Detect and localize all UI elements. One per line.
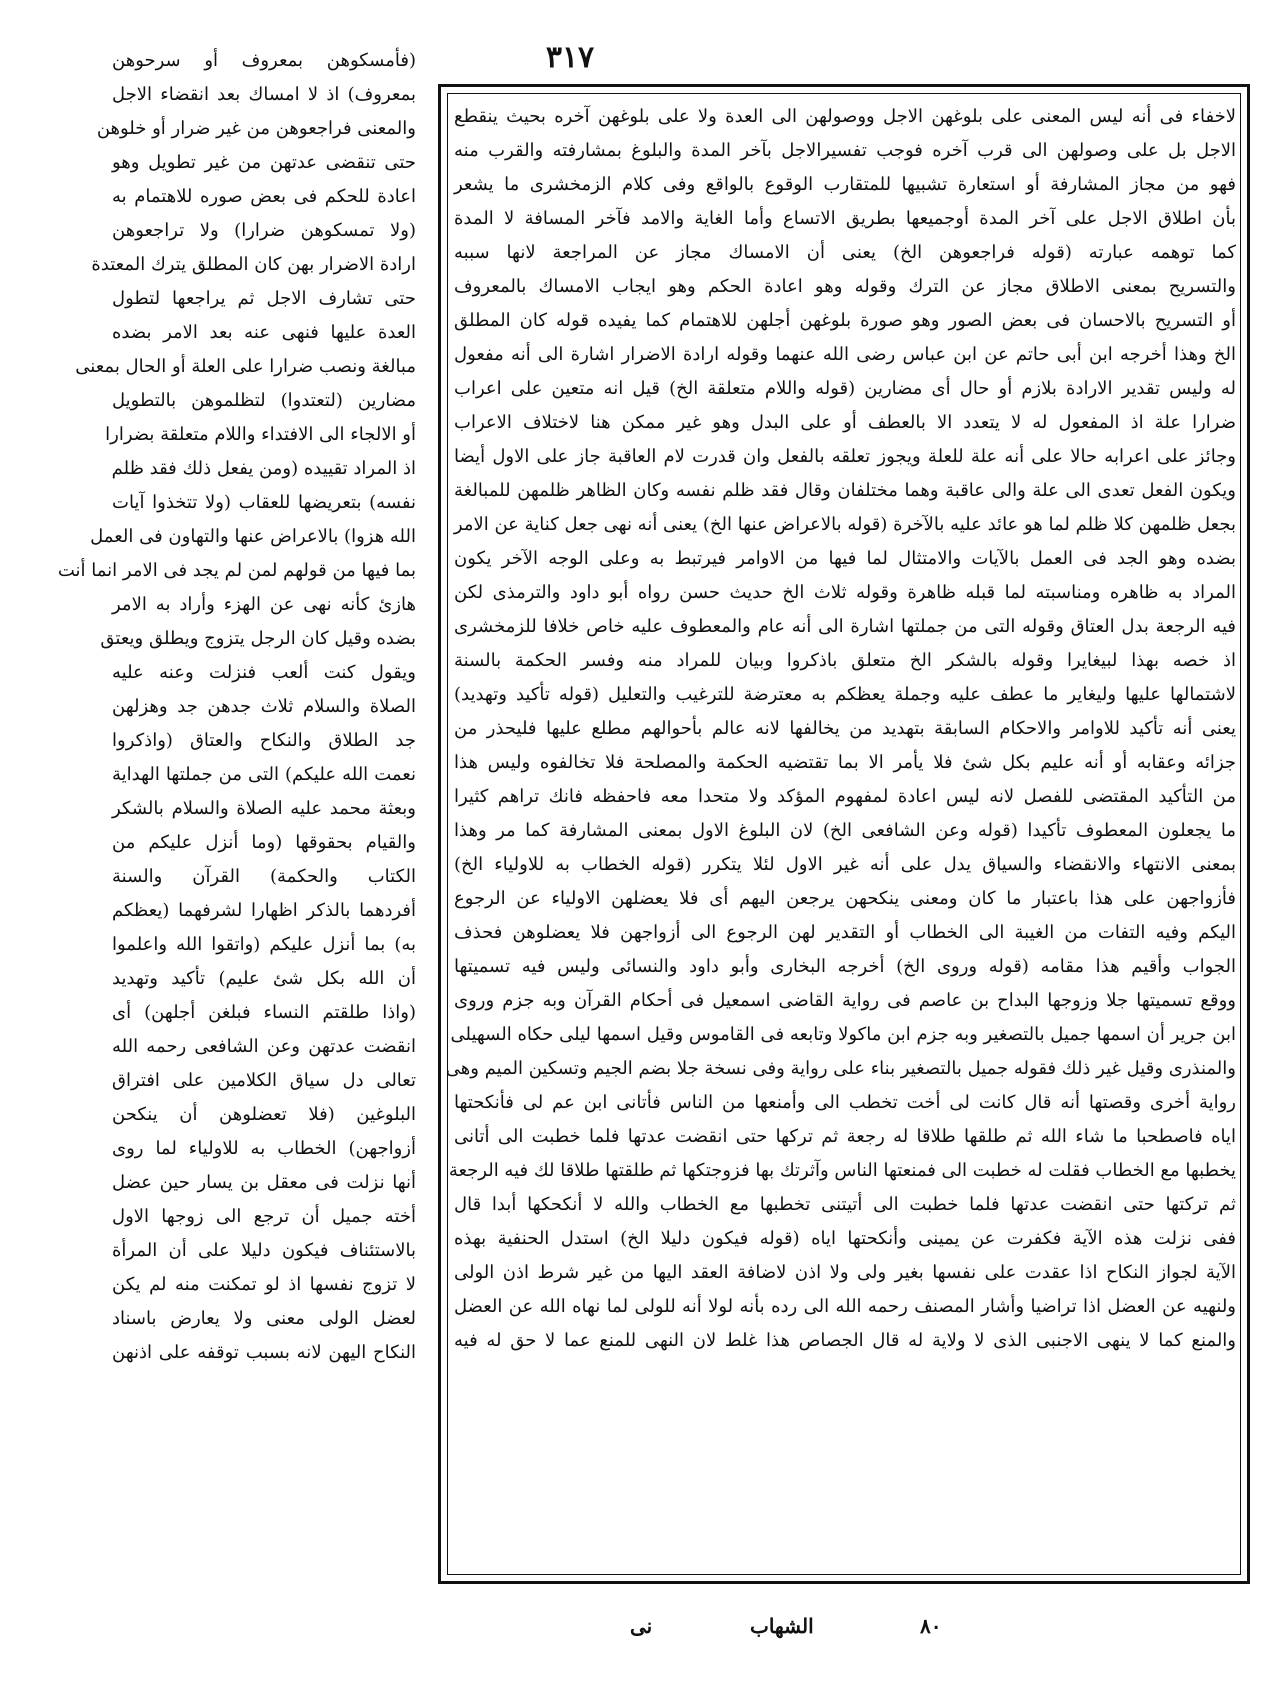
- main-text-line: فأزواجهن على هذا باعتبار ما كان ومعنى ينكحهن يرجعن اليهم أى فلا يعضلهن الاولياء عن الرجوع: [454, 888, 1236, 909]
- main-text-line: جزائه وعقابه أو أنه عليم بكل شئ فلا يأمر الا بما تقتضيه الحكمة والمصلحة فلا تخالفوه وليس هذا: [454, 752, 1236, 773]
- side-text-line: بضده وقيل كان الرجل يتزوج ويطلق ويعتق: [100, 628, 416, 649]
- main-text-line: والمنذرى وقيل غير ذلك فقوله جميل بالتصغير بناء على رواية وفى نسخة جلا بضم الجيم وتسكين الميم وهى: [445, 1058, 1236, 1079]
- main-text-line: والمنع كما لا ينهى الاجنبى الذى لا ولاية له قال الجصاص هذا غلط لان النهى للمنع عما لا حق له فيه: [454, 1330, 1236, 1351]
- main-text-line: اياه فاصطحبا ما شاء الله ثم طلقها طلاقا له رجعة ثم تركها حتى انقضت عدتها فلما خطبت الى أتانى: [454, 1126, 1236, 1147]
- main-text-line: ابن جرير أن اسمها جميل بالتصغير وبه جزم ابن ماكولا وتابعه فى القاموس وقيل اسمها ليلى حكاه السهيلى: [450, 1024, 1236, 1045]
- main-text-line: بأن اطلاق الاجل على آخر المدة أوجميعها بطريق الاتساع وأما الغاية والامد فآخر المسافة لا المدة: [454, 208, 1236, 229]
- side-text-line: أنها نزلت فى معقل بن يسار حين عضل: [112, 1172, 416, 1193]
- main-text-line: الآية لجواز النكاح اذا عقدت على نفسها بغير ولى ولا اذن لاضافة العقد اليها من غير شرط اذن الولى: [454, 1262, 1236, 1283]
- main-text-line: فيه الرجعة بدل العتاق وقوله التى من جملتها اشارة الى أنه عام والمعطوف عليه خاص خلافا للزمخشرى: [454, 616, 1236, 637]
- main-text-line: الجواب وأقيم هذا مقامه (قوله وروى الخ) أخرجه البخارى وأبو داود والنسائى وليس فيه تسميتها: [454, 956, 1236, 977]
- page-number: ٣١٧: [545, 40, 595, 75]
- footer-signature-letter: نى: [630, 1614, 653, 1638]
- main-text-line: اليكم وفيه التفات من الغيبة الى الخطاب أو التقدير لهن الرجوع الى أزواجهن فلا يعضلوهن فحذف: [454, 922, 1236, 943]
- side-text-line: النكاح اليهن لانه بسبب توقفه على اذنهن: [112, 1342, 416, 1363]
- main-text-line: لاشتمالها عليها وليغاير ما عطف عليه وجملة يعظكم به معترضة للترغيب والتعليل (قوله تأكيد وتهديد): [454, 684, 1236, 705]
- side-text-line: أزواجهن) الخطاب به للاولياء لما روى: [112, 1138, 416, 1159]
- main-text-line: لاخفاء فى أنه ليس المعنى على بلوغهن الاجل ووصولهن الى العدة ولا على بلوغهن آخره بحيث ينقطع: [454, 106, 1236, 127]
- side-text-line: جد الطلاق والنكاح والعتاق (واذكروا: [112, 730, 416, 751]
- side-text-line: أو الالجاء الى الافتداء واللام متعلقة بضرارا: [105, 424, 416, 445]
- main-text-line: له وليس تقدير الارادة بلازم أو حال أى مضارين (قوله واللام متعلقة الخ) قيل انه متعين على اعراب: [454, 378, 1236, 399]
- side-text-line: مضارين (لتعتدوا) لتظلموهن بالتطويل: [112, 390, 416, 411]
- main-text-line: وجائز على اعرابه حالا على أنه علة للعلة ويجوز تعلقه بالفعل وان قدرت لام العاقبة جاز على الاول أيضا: [454, 446, 1236, 467]
- main-text-line: اذ خصه بهذا لبيغايرا وقوله بالشكر الخ متعلق باذكروا وبيان للمراد منه وفسر الحكمة بالسنة: [454, 650, 1236, 671]
- side-text-line: لعضل الولى معنى ولا يعارض باسناد: [112, 1308, 416, 1329]
- main-text-line: ما يجعلون المعطوف تأكيدا (قوله وعن الشافعى الخ) لان البلوغ الاول بمعنى المشارفة كما مر وهذا: [454, 820, 1236, 841]
- side-text-line: به) بما أنزل عليكم (واتقوا الله واعلموا: [112, 934, 416, 955]
- main-text-line: أو التسريح بالاحسان فى بعض الصور وهو صورة بلوغهن أجلهن للاهتمام كما يفيده قوله كان المطلق: [454, 310, 1236, 331]
- side-text-line: هازئ كأنه نهى عن الهزء وأراد به الامر: [112, 594, 416, 615]
- side-text-line: لا تزوج نفسها اذ لو تمكنت منه لم يكن: [112, 1274, 416, 1295]
- main-text-line: ولنهيه عن العضل اذا تراضيا وأشار المصنف رحمه الله الى رده بأنه لولا أنه للولى لما نهاه الله عن العضل: [454, 1296, 1236, 1317]
- main-text-line: بمعنى الانتهاء والانقضاء والسياق يدل على أنه غير الاول لئلا يتكرر (قوله الخطاب به للاولياء الخ): [454, 854, 1236, 875]
- main-text-line: بجعل ظلمهن كلا ظلم لما هو عائد عليه بالآخرة (قوله بالاعراض عنها الخ) يعنى أنه نهى جعل كناية عن الامر: [453, 514, 1236, 535]
- side-text-line: (فأمسكوهن بمعروف أو سرحوهن: [112, 50, 416, 71]
- main-text-line: رواية أخرى وقصتها أنه قال كانت لى أخت تخطب الى وأمنعها من الناس فأتانى ابن عم لى فأنكحتها: [454, 1092, 1236, 1113]
- side-text-line: بما فيها من قولهم لمن لم يجد فى الامر انما أنت: [57, 560, 416, 581]
- main-text-line: ويكون الفعل تعدى الى علة والى عاقبة وهما مختلفان وقال فقد ظلم نفسه وكان الظاهر ظلمهن للمبالغة: [454, 480, 1236, 501]
- side-text-line: انقضت عدتهن وعن الشافعى رحمه الله: [112, 1036, 416, 1057]
- side-text-line: نفسه) بتعريضها للعقاب (ولا تتخذوا آيات: [112, 492, 416, 513]
- side-text-line: حتى تنقضى عدتهن من غير تطويل وهو: [112, 152, 416, 173]
- side-text-line: والمعنى فراجعوهن من غير ضرار أو خلوهن: [96, 118, 416, 139]
- side-text-line: حتى تشارف الاجل ثم يراجعها لتطول: [112, 288, 416, 309]
- side-text-line: أفردهما بالذكر اظهارا لشرفهما (يعظكم: [112, 900, 416, 921]
- side-text-line: مبالغة ونصب ضرارا على العلة أو الحال بمعنى: [75, 356, 416, 377]
- main-text-line: من التأكيد المقتضى للفصل لانه ليس اعادة لمفهوم المؤكد ولا متحدا معه فاحفظه فانك تراهم كثيرا: [454, 786, 1236, 807]
- footer-signature-title: الشهاب: [750, 1614, 814, 1638]
- main-text-line: والتسريح بمعنى الاطلاق مجاز عن الترك وقوله وهو اعادة الحكم وهو ايجاب الامساك بالمعروف: [454, 276, 1236, 297]
- side-text-line: بمعروف) اذ لا امساك بعد انقضاء الاجل: [112, 84, 416, 105]
- main-text-line: الاجل بل على وصولهن الى قرب آخره فوجب تفسيرالاجل بآخر المدة والبلوغ بمشارفته والقرب منه: [454, 140, 1236, 161]
- side-text-line: البلوغين (فلا تعضلوهن أن ينكحن: [112, 1104, 416, 1125]
- main-text-line: ثم تركتها حتى انقضت عدتها فلما خطبت الى أتيتنى تخطبها مع الخطاب والله لا أنكحكها أبدا قال: [454, 1194, 1236, 1215]
- main-text-line: المراد به ظاهره ومناسبته لما قبله ظاهرة وقوله ثلاث الخ حديث حسن رواه أبو داود والترمذى لكن: [454, 582, 1236, 603]
- side-commentary: [57, 44, 416, 1584]
- side-text-line: بالاستئناف فيكون دليلا على أن المرأة: [112, 1240, 416, 1261]
- side-text-line: تعالى دل سياق الكلامين على افتراق: [112, 1070, 416, 1091]
- main-text-line: بضده وهو الجد فى العمل بالآيات والامتثال لما فيها من الاوامر فيرتبط به وعلى الوجه الآخر يكون: [454, 548, 1236, 569]
- side-text-line: وبعثة محمد عليه الصلاة والسلام بالشكر: [112, 798, 416, 819]
- main-text-line: ضرارا علة اذ المفعول له لا يتعدد الا بالعطف أو على البدل وهو غير ممكن هنا لاختلاف الاعراب: [454, 412, 1236, 433]
- side-text-line: ويقول كنت ألعب فنزلت وعنه عليه: [112, 662, 416, 683]
- main-text-line: يعنى أنه تأكيد للاوامر والاحكام السابقة بتهديد من يخالفها لانه عالم بأحوالهم مطلع عليها فليحذر من: [454, 718, 1236, 739]
- side-text-line: الله هزوا) بالاعراض عنها والتهاون فى العمل: [90, 526, 416, 547]
- side-text-line: أخته جميل أن ترجع الى زوجها الاول: [112, 1206, 416, 1227]
- main-text-line: يخطبها مع الخطاب فقلت له خطبت الى فمنعتها الناس وآثرتك بها فزوجتكها ثم طلقتها طلاقا لك فيه الرجعة: [448, 1160, 1236, 1181]
- main-text-line: ووقع تسميتها جلا وزوجها البداح بن عاصم فى رواية القاضى اسمعيل فى أحكام القرآن وبه جزم وروى: [454, 990, 1236, 1011]
- side-text-line: العدة عليها فنهى عنه بعد الامر بضده: [112, 322, 416, 343]
- side-text-line: (ولا تمسكوهن ضرارا) ولا تراجعوهن: [112, 220, 416, 241]
- side-text-line: نعمت الله عليكم) التى من جملتها الهداية: [112, 764, 416, 785]
- main-text-line: ففى نزلت هذه الآية فكفرت عن يمينى وأنكحتها اياه (قوله فيكون دليلا الخ) استدل الحنفية بهذه: [454, 1228, 1236, 1249]
- side-text-line: ارادة الاضرار بهن كان المطلق يترك المعتدة: [91, 254, 416, 275]
- side-text-line: أن الله بكل شئ عليم) تأكيد وتهديد: [112, 968, 416, 989]
- main-text-line: كما توهمه عبارته (قوله فراجعوهن الخ) يعنى أن الامساك مجاز عن المراجعة لانها سببه: [454, 242, 1236, 263]
- side-text-line: اذ المراد تقييده (ومن يفعل ذلك فقد ظلم: [111, 458, 416, 479]
- main-text-line: الخ وهذا أخرجه ابن أبى حاتم عن ابن عباس رضى الله عنهما وقوله ارادة الاضرار اشارة الى أنه مفعول: [454, 344, 1236, 365]
- footer-signature-number: ٨٠: [920, 1614, 942, 1638]
- side-text-line: الكتاب والحكمة) القرآن والسنة: [112, 866, 416, 887]
- main-commentary: [445, 100, 1236, 1570]
- side-text-line: اعادة للحكم فى بعض صوره للاهتمام به: [112, 186, 416, 207]
- side-text-line: الصلاة والسلام ثلاث جدهن جد وهزلهن: [112, 696, 416, 717]
- main-text-line: فهو من مجاز المشارفة أو استعارة تشبيها للمتقارب الوقوع بالواقع وفى كلام الزمخشرى ما يشعر: [454, 174, 1236, 195]
- side-text-line: (واذا طلقتم النساء فبلغن أجلهن) أى: [112, 1002, 416, 1023]
- side-text-line: والقيام بحقوقها (وما أنزل عليكم من: [112, 832, 416, 853]
